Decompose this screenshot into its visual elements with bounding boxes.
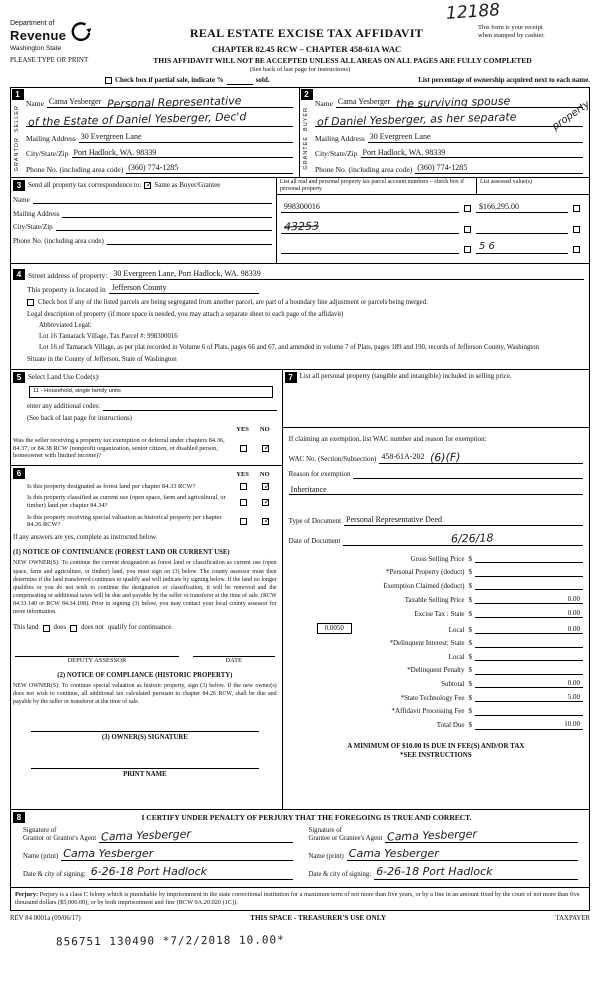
section-8-number: 8 (13, 812, 25, 823)
send-correspondence-label: Send all property tax correspondence to: (28, 181, 142, 190)
assessed-2-checkbox[interactable] (573, 226, 580, 233)
dollar-sign: $ (468, 625, 472, 634)
seller-name-handwritten-2: of the Estate of Daniel Yesberger, Dec'd (27, 110, 247, 129)
buyer-name-handwritten-1: the surviving spouse (395, 94, 511, 111)
grantor-date-city-label: Date & city of signing: (23, 871, 86, 879)
buyer-address-field[interactable] (368, 132, 583, 143)
dollar-sign: $ (468, 595, 472, 604)
taxpayer-label: TAXPAYER (555, 914, 590, 922)
buyer-citystatezip-field[interactable] (361, 148, 584, 159)
see-instructions-note: *SEE INSTRUCTIONS (399, 751, 472, 760)
grantee-signature-block (299, 827, 585, 880)
grantee-print-name-handwritten: Cama Yesberger (348, 847, 439, 861)
grantor-date-city-field[interactable] (89, 865, 293, 879)
street-address-value: 30 Evergreen Lane, Port Hadlock, WA. 98339 (113, 269, 261, 279)
grantor-signature-label-line2: Grantor or Grantor's Agent (23, 835, 97, 843)
fee-field[interactable] (475, 666, 583, 675)
logo-dept-text: Department of (10, 20, 55, 27)
correspondence-address-label: Mailing Address (13, 209, 60, 218)
same-as-buyer-checkbox[interactable] (144, 182, 151, 189)
reason-exemption-field-2[interactable] (289, 485, 583, 496)
land-qualify-row (13, 624, 277, 632)
fee-label: Local (448, 652, 465, 661)
assessed-3-field[interactable] (476, 241, 568, 254)
fee-label: Excise Tax : State (414, 609, 465, 618)
does-not-label: does not (80, 624, 104, 632)
reason-exemption-value: Inheritance (290, 484, 327, 494)
fee-value: 0.00 (567, 679, 580, 688)
parcel-2-field[interactable] (281, 220, 459, 234)
partial-sale-label: Check box if partial sale, indicate % (115, 76, 224, 85)
personal-property-label: List all personal property (tangible and intangible) included in selling price. (299, 371, 512, 380)
situate-line: Situate in the County of Jefferson, State of Washington (27, 356, 177, 364)
buyer-name-field[interactable] (336, 94, 583, 111)
dollar-sign: $ (468, 707, 472, 716)
section-7-tax-computation (283, 370, 589, 809)
fee-field[interactable] (475, 595, 583, 604)
grantor-signature-label (23, 827, 96, 843)
dollar-sign: $ (468, 693, 472, 702)
certify-statement: I CERTIFY UNDER PENALTY OF PERJURY THAT THE FOREGOING IS TRUE AND CORRECT. (141, 812, 472, 822)
fee-field[interactable] (475, 652, 583, 661)
fee-label: *Delinquent Interest: State (389, 639, 465, 648)
form-body (10, 87, 590, 912)
seller-address-value: 30 Evergreen Lane (80, 132, 142, 142)
document-date-handwritten: 6/26/18 (451, 531, 494, 546)
dollar-sign: $ (468, 721, 472, 730)
document-type-field[interactable] (344, 515, 583, 526)
abbreviated-legal-value: Lot 16 Tamarack Village, Tax Parcel #: 998300016 (39, 332, 178, 340)
assessed-1-value: $166,295.00 (479, 202, 519, 212)
please-type-label: PLEASE TYPE OR PRINT (10, 56, 89, 65)
treasurer-use-label: THIS SPACE - TREASURER'S USE ONLY (250, 914, 387, 923)
buyer-phone-label: Phone No. (including area code) (315, 164, 413, 174)
section-4-number: 4 (13, 269, 25, 280)
fee-label: Subtotal (441, 680, 465, 689)
see-back-note: (See back of last page for instructions) (249, 65, 351, 73)
reason-exemption-field[interactable] (353, 470, 583, 479)
segregated-label: Check box if any of the listed parcels are being segregated from another parcel, are part of a boundary line adjustment or parcels being merged. (38, 298, 428, 306)
handwritten-receipt-number: 12188 (445, 0, 501, 24)
buyer-name-handwritten-3: property (550, 98, 592, 133)
located-in-label: This property is located in (27, 284, 106, 294)
if-yes-note: If any answers are yes, complete as instructed below. (13, 534, 158, 542)
section-5-see-back: (See back of last page for instructions) (27, 414, 132, 422)
section-8-certification (11, 810, 589, 888)
fee-row-taxable-selling-price (289, 595, 583, 604)
chapter-subtitle: CHAPTER 82.45 RCW – CHAPTER 458-61A WAC (211, 44, 402, 55)
owners-signature-label: (3) OWNER(S) SIGNATURE (101, 734, 188, 742)
notice-continuance-body: NEW OWNER(S): To continue the current designation as forest land or classification as current use (open space, farm and agriculture, or timber) land, you must sign on (3) below. The county assessor must then determine if the land transferred continues to qualify and will indicate by signing below. If the land no longer qualifies or you do not wish to continue the designation or classification, it will be removed and the compensating or additional taxes will be due and payable by the seller or transferor at the time of sale. (RCW 84.33.140 or RCW 84.34.108). Prior to signing (3) below, you may contact your local county assessor for more information. (13, 560, 277, 615)
print-name-field[interactable] (31, 757, 259, 769)
rev-number: REV 84 0001a (09/06/17) (10, 914, 81, 922)
additional-codes-field[interactable] (103, 402, 277, 411)
section-1-number: 1 (12, 89, 24, 100)
additional-codes-label: enter any additional codes: (27, 402, 101, 410)
logo-state-text: Washington State (10, 44, 62, 52)
grantor-word: GRANTOR (14, 137, 21, 172)
land-use-code-select[interactable] (29, 386, 273, 398)
deputy-assessor-label: DEPUTY ASSESSOR (67, 657, 127, 665)
buyer-citystatezip-value: Port Hadlock, WA. 98339 (362, 147, 446, 157)
document-type-label: Type of Document (288, 517, 342, 526)
grantee-signature-label-line2: Grantee or Grantee's Agent (308, 835, 383, 843)
grantee-date-city-field[interactable] (374, 865, 578, 879)
fee-value: 0.00 (567, 594, 580, 603)
reason-exemption-label: Reason for exemption (288, 470, 351, 479)
grantee-print-name-label: Name (print) (308, 853, 344, 861)
exemption-deferral-no-checkbox[interactable] (262, 445, 269, 452)
historical-question: Is this property receiving special valuation as historical property per chapter 84.26 RCW? (27, 513, 222, 529)
seller-citystatezip-label: City/State/Zip (26, 149, 69, 159)
notice-compliance-body: NEW OWNER(S): To continue special valuation as historic property, sign (3) below. If the new owner(s) does not wish to continue, all additional tax calculated pursuant to chapter 84.26 RCW, shall be due and payable by the seller or transferor at the time of sale. (13, 683, 277, 706)
dollar-sign: $ (468, 568, 472, 577)
revenue-swoosh-icon (69, 21, 91, 43)
section-5-land-use (11, 370, 282, 466)
fee-field[interactable] (475, 679, 583, 688)
parcel-2-handwritten: 43253 (283, 219, 320, 234)
section-6-classification (11, 466, 282, 809)
fee-value: 0.00 (567, 624, 580, 633)
fee-label: *Delinquent Penalty (407, 666, 465, 675)
legal-description-label: Legal description of property (if more space is needed, you may attach a separate sheet to each page of the affidavit) (27, 310, 344, 318)
buyer-address-value: 30 Evergreen Lane (369, 132, 431, 142)
buyer-word: BUYER (303, 107, 310, 132)
parcel-row-2 (277, 220, 589, 234)
fee-row-local (289, 623, 583, 634)
section-3-number: 3 (13, 180, 25, 191)
seller-address-label: Mailing Address (26, 133, 76, 143)
grantee-date-city-handwritten: 6-26-18 Port Hadlock (376, 865, 493, 879)
seller-phone-value: (360) 774-1285 (128, 163, 179, 173)
fee-row-excise-tax-state (289, 609, 583, 618)
page-title: REAL ESTATE EXCISE TAX AFFIDAVIT (189, 26, 424, 40)
fee-label: Exemption Claimed (deduct) (383, 581, 465, 590)
minimum-due-note: A MINIMUM OF $10.00 IS DUE IN FEE(S) AND/OR TAX (347, 741, 525, 750)
wac-number-label: WAC No. (Section/Subsection) (288, 455, 377, 464)
wac-number-field[interactable] (379, 449, 583, 463)
grantor-date-city-handwritten: 6-26-18 Port Hadlock (90, 865, 208, 879)
exemption-deferral-question: Was the seller receiving a property tax exemption or deferral under chapters 84.36, 84.37, or 84.38 RCW (nonprofit organization, senior citizen, or disabled person, homeowner with limited income)? (13, 436, 225, 460)
correspondence-phone-field[interactable] (107, 236, 272, 245)
exemption-deferral-question-row (13, 437, 277, 460)
grantee-signature-field[interactable] (385, 829, 578, 843)
dollar-sign: $ (468, 554, 472, 563)
fee-label: *Affidavit Processing Fee (391, 707, 465, 716)
seller-citystatezip-value: Port Hadlock, WA. 98339 (73, 147, 157, 157)
land-use-title: Select Land Use Code(s): (28, 373, 100, 382)
dollar-sign: $ (468, 581, 472, 590)
assessed-2-field[interactable] (476, 224, 568, 234)
fee-field[interactable] (475, 554, 583, 563)
seller-name-value: Cama Yesberger (48, 96, 102, 106)
does-not-checkbox[interactable] (70, 625, 77, 632)
print-name-label: PRINT NAME (123, 770, 167, 778)
fee-field[interactable] (475, 581, 583, 590)
section-2-number: 2 (301, 89, 313, 100)
fee-row-gross-selling-price (289, 554, 583, 563)
dollar-sign: $ (468, 609, 472, 618)
buyer-name-value: Cama Yesberger (337, 96, 391, 106)
fee-row-personal-property-deduct (289, 568, 583, 577)
correspondence-name-field[interactable] (33, 195, 272, 204)
logo-revenue-text: Revenue (10, 28, 67, 44)
section-2-buyer (300, 88, 592, 177)
correspondence-address-field[interactable] (62, 209, 271, 218)
warning-text: THIS AFFIDAVIT WILL NOT BE ACCEPTED UNLESS ALL AREAS ON ALL PAGES ARE FULLY COMPLETED (153, 55, 532, 65)
segregated-checkbox[interactable] (27, 299, 34, 306)
partial-sale-sold-label: sold. (255, 76, 270, 85)
wac-handwritten: (6)(F) (430, 450, 461, 465)
qualify-label: qualify for continuance. (107, 624, 173, 632)
grantor-signature-block (13, 827, 299, 880)
parcel-1-field[interactable] (281, 202, 459, 213)
section-5-yes-header: YES (236, 426, 249, 434)
correspondence-citystatezip-label: City/State/Zip (13, 223, 53, 232)
historical-no-checkbox[interactable] (262, 518, 269, 525)
grantee-signature-handwritten: Cama Yesberger (387, 827, 478, 844)
buyer-address-label: Mailing Address (315, 133, 365, 143)
assessed-3-handwritten: 5 6 (479, 241, 495, 253)
forest-land-question: Is this property designated as forest land per chapter 84.33 RCW? (27, 482, 196, 490)
buyer-name-label: Name (315, 98, 333, 108)
parcel-numbers-header: List all real and personal property tax parcel account numbers – check box if personal property (277, 178, 477, 194)
street-address-label: Street address of property: (28, 270, 108, 280)
grantor-print-name-field[interactable] (61, 847, 292, 861)
section-6-number: 6 (13, 468, 25, 479)
seller-address-field[interactable] (79, 132, 293, 143)
notice-continuance-title: (1) NOTICE OF CONTINUANCE (FOREST LAND OR CURRENT USE) (13, 549, 230, 557)
grantor-signature-label-line1: Signature of (23, 826, 57, 834)
grantee-print-name-field[interactable] (347, 847, 578, 861)
historical-question-row (13, 514, 277, 529)
fee-field[interactable] (475, 609, 583, 618)
seller-name-label: Name (26, 98, 44, 108)
section-7-number: 7 (285, 372, 297, 383)
seller-phone-label: Phone No. (including area code) (26, 164, 124, 174)
parcel-1-personal-checkbox[interactable] (464, 205, 471, 212)
parcel-row-3 (277, 241, 589, 254)
grantee-word: GRANTEE (303, 136, 310, 170)
located-in-value: Jefferson County (111, 282, 167, 292)
parcel-1-value: 998300016 (283, 202, 320, 212)
partial-sale-percent-field[interactable] (227, 77, 253, 85)
fee-label: Total Due (436, 721, 465, 730)
fee-value: 5.00 (567, 692, 580, 701)
fee-label: *State Technology Fee (400, 693, 465, 702)
assessed-values-header: List assessed value(s) (480, 178, 532, 185)
seller-name-handwritten-1: Personal Representative (106, 94, 242, 111)
fee-row-total-due (289, 720, 583, 729)
grantee-signature-label-line1: Signature of (308, 826, 342, 834)
fee-field[interactable] (475, 720, 583, 729)
revenue-logo (10, 20, 135, 55)
assessed-1-field[interactable] (476, 202, 568, 213)
ownership-note: List percentage of ownership acquired next to each name. (418, 76, 590, 85)
receipt-note-line2: when stamped by cashier. (478, 31, 545, 39)
parcel-row-1 (277, 202, 589, 213)
parcel-3-field[interactable] (281, 244, 459, 254)
grantor-signature-handwritten: Cama Yesberger (100, 827, 192, 844)
partial-sale-row (105, 76, 590, 84)
seller-word: SELLER (14, 105, 21, 133)
buyer-name-handwritten-2: of Daniel Yesberger, as her separate (316, 110, 517, 129)
parcel-3-personal-checkbox[interactable] (464, 246, 471, 253)
land-use-code-value: 11 - Household, single family units (33, 388, 121, 395)
document-date-field[interactable] (343, 532, 583, 546)
exemption-deferral-yes-checkbox[interactable] (240, 445, 247, 452)
section-4-property (11, 264, 589, 370)
section-3-correspondence (11, 178, 277, 263)
fee-field[interactable] (475, 707, 583, 716)
located-in-field[interactable] (109, 283, 259, 294)
grantor-signature-field[interactable] (99, 829, 292, 843)
document-type-value: Personal Representative Deed (346, 515, 443, 525)
land-qualify-pre: This land (13, 624, 39, 632)
current-use-question-row (13, 494, 277, 509)
historical-yes-checkbox[interactable] (240, 518, 247, 525)
section-3-parcels (277, 178, 589, 263)
grantee-signature-label (309, 827, 383, 843)
assessed-1-checkbox[interactable] (573, 205, 580, 212)
dollar-sign: $ (468, 666, 472, 675)
grantor-print-name-handwritten: Cama Yesberger (63, 847, 154, 861)
section-1-seller (11, 88, 300, 177)
seller-phone-field[interactable] (126, 163, 293, 174)
wac-number-value: 458-61A-202 (381, 452, 425, 462)
cashier-stamp: 856751 130490 *7/2/2018 10.00* (55, 933, 285, 949)
section-6-yes-header: YES (236, 470, 249, 478)
does-checkbox[interactable] (43, 625, 50, 632)
correspondence-citystatezip-field[interactable] (56, 222, 272, 231)
perjury-bold: Perjury: (15, 890, 39, 898)
legal-description-body: Lot 16 of Tamarack Village, as per plat recorded in Volume 6 of Plats, pages 66 and 67, and amended in volume 7 of Plats, pages 189 and 190, records of Jefferson County, Washington (39, 344, 540, 352)
fee-label: Gross Selling Price (410, 554, 465, 563)
seller-side-label (14, 100, 21, 177)
fee-label: Local (448, 625, 465, 634)
buyer-phone-value: (360) 774-1285 (417, 163, 468, 173)
dollar-sign: $ (468, 639, 472, 648)
notice-compliance-title: (2) NOTICE OF COMPLIANCE (HISTORIC PROPERTY) (57, 672, 233, 680)
section-6-no-header: NO (259, 470, 270, 478)
buyer-phone-field[interactable] (415, 163, 583, 174)
deputy-assessor-signature-field[interactable] (15, 648, 179, 657)
exemption-note: If claiming an exemption, list WAC number and reason for exemption: (288, 434, 487, 443)
form-header (10, 20, 590, 55)
owners-signature-field[interactable] (31, 720, 259, 732)
section-5-no-header: NO (259, 426, 270, 434)
buyer-side-label (303, 100, 310, 177)
forest-land-question-row (13, 483, 277, 491)
fee-field[interactable] (475, 568, 583, 577)
correspondence-name-label: Name (13, 196, 30, 205)
fee-row-state-technology-fee (289, 693, 583, 702)
document-date-label: Date of Document (288, 537, 341, 546)
fee-field[interactable] (475, 693, 583, 702)
forest-land-yes-checkbox[interactable] (240, 483, 247, 490)
seller-name-field[interactable] (47, 94, 293, 111)
buyer-citystatezip-label: City/State/Zip (315, 149, 358, 159)
section-5-number: 5 (13, 372, 25, 383)
forest-land-no-checkbox[interactable] (262, 483, 269, 490)
form-footer (10, 914, 590, 923)
seller-name-field-2[interactable] (26, 110, 293, 129)
dollar-sign: $ (468, 652, 472, 661)
deputy-date-field[interactable] (193, 648, 275, 657)
current-use-no-checkbox[interactable] (262, 499, 269, 506)
perjury-statement (11, 888, 589, 910)
dollar-sign: $ (468, 680, 472, 689)
fee-row-delinquent-penalty (289, 666, 583, 675)
abbreviated-legal-label: Abbreviated Legal: (39, 321, 92, 329)
local-rate-box: 0.0050 (317, 623, 352, 634)
assessed-3-checkbox[interactable] (573, 246, 580, 253)
fee-field[interactable] (475, 625, 583, 634)
fee-label: *Personal Property (deduct) (385, 568, 465, 577)
grantee-date-city-label: Date & city of signing: (308, 871, 372, 879)
same-as-buyer-label: Same as Buyer/Grantee (154, 181, 221, 190)
does-label: does (53, 624, 66, 632)
partial-sale-checkbox[interactable] (105, 77, 112, 84)
buyer-name-field-2[interactable] (315, 110, 583, 129)
parcel-2-personal-checkbox[interactable] (464, 226, 471, 233)
fee-value: 10.00 (564, 720, 580, 729)
fee-row-delinquent-interest-state (289, 639, 583, 648)
correspondence-phone-label: Phone No. (including area code) (13, 236, 104, 245)
receipt-note (478, 20, 590, 55)
fee-label: Taxable Selling Price (404, 595, 465, 604)
current-use-question: Is this property classified as current use (open space, farm and agricultural, or timber) land per chapter 84.34? (27, 494, 226, 510)
fee-row-subtotal (289, 679, 583, 688)
receipt-note-line1: This form is your receipt (478, 24, 543, 31)
current-use-yes-checkbox[interactable] (240, 499, 247, 506)
fee-row-exemption-claimed (289, 581, 583, 590)
grantor-print-name-label: Name (print) (23, 853, 59, 861)
fee-field[interactable] (475, 639, 583, 648)
street-address-field[interactable] (110, 269, 584, 280)
fee-value: 0.00 (567, 608, 580, 617)
fee-row-delinquent-interest-local (289, 652, 583, 661)
fee-row-affidavit-processing-fee (289, 707, 583, 716)
perjury-text: Perjury is a class C felony which is punishable by imprisonment in the state correctional institution for a maximum term of not more than five years, or by a fine in an amount fixed by the court of not more than five thousand dollars ($5,000.00), or by both imprisonment and fine (RCW 9A.20.020 (1C)). (15, 890, 580, 907)
seller-citystatezip-field[interactable] (72, 148, 294, 159)
deputy-date-label: DATE (225, 657, 243, 665)
